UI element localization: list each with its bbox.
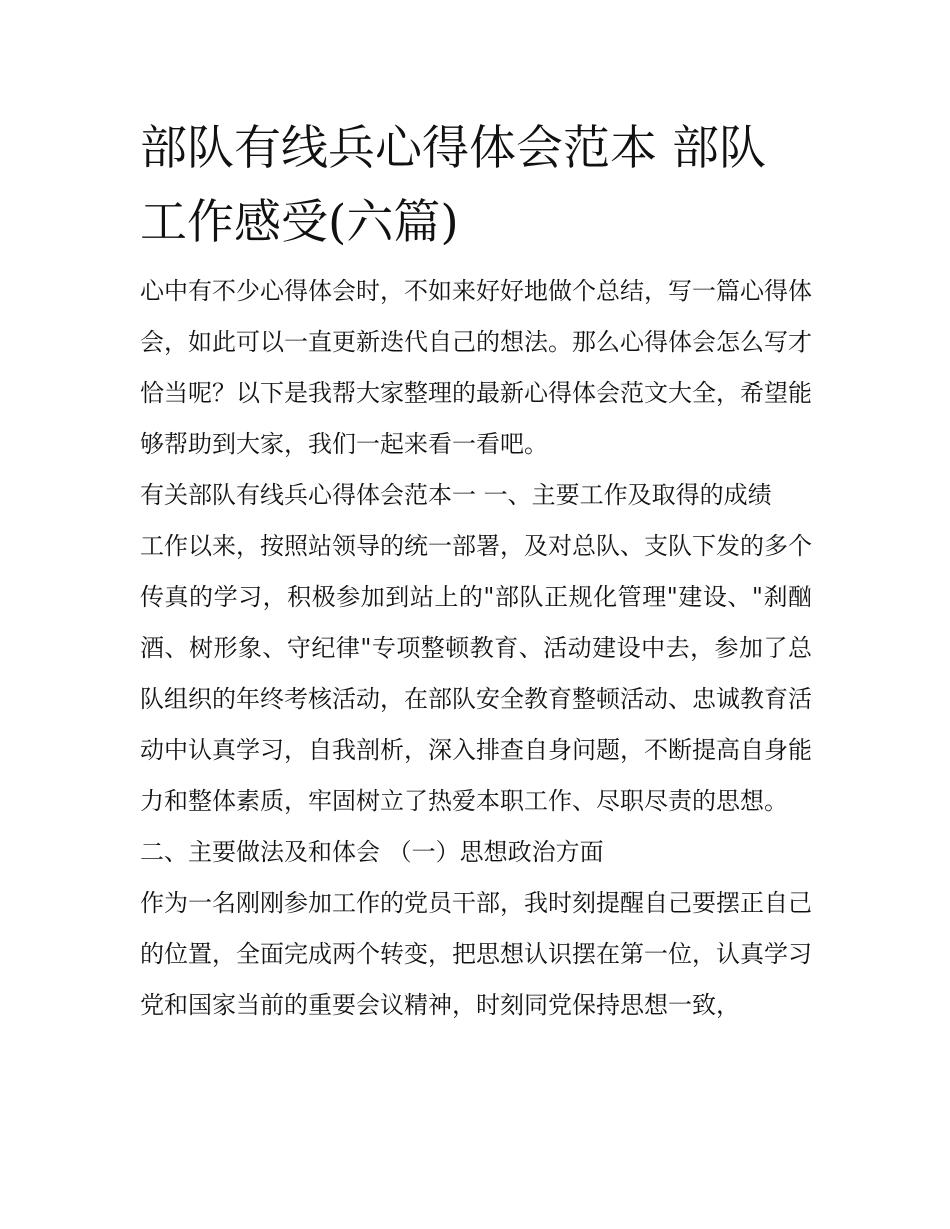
ideology-paragraph: 作为一名刚刚参加工作的党员干部，我时刻提醒自己要摆正自己的位置，全面完成两个转变，把思想认识摆在第一位，认真学习党和国家当前的重要会议精神，时刻同党保持思想一致，	[140, 889, 812, 1019]
document-title: 部队有线兵心得体会范本 部队工作感受(六篇)	[140, 121, 766, 250]
section-heading-2: 二、主要做法及和体会 （一）思想政治方面	[140, 838, 604, 866]
intro-paragraph: 心中有不少心得体会时，不如来好好地做个总结，写一篇心得体会，如此可以一直更新迭代自己的想法。那么心得体会怎么写才恰当呢？以下是我帮大家整理的最新心得体会范文大全，希望能够帮助到大家，我们一起来看一看吧。	[140, 277, 812, 458]
work-summary-paragraph: 工作以来，按照站领导的统一部署，及对总队、支队下发的多个传真的学习，积极参加到站上的"部队正规化管理"建设、"刹酗酒、树形象、守纪律"专项整顿教育、活动建设中去，参加了总队组织的年终考核活动，在部队安全教育整顿活动、忠诚教育活动中认真学习，自我剖析，深入排查自身问题，不断提高自身能力和整体素质，牢固树立了热爱本职工作、尽职尽责的思想。	[140, 532, 812, 815]
document-body	[140, 112, 812, 1031]
section-heading-1: 有关部队有线兵心得体会范本一 一、主要工作及取得的成绩	[140, 481, 772, 509]
